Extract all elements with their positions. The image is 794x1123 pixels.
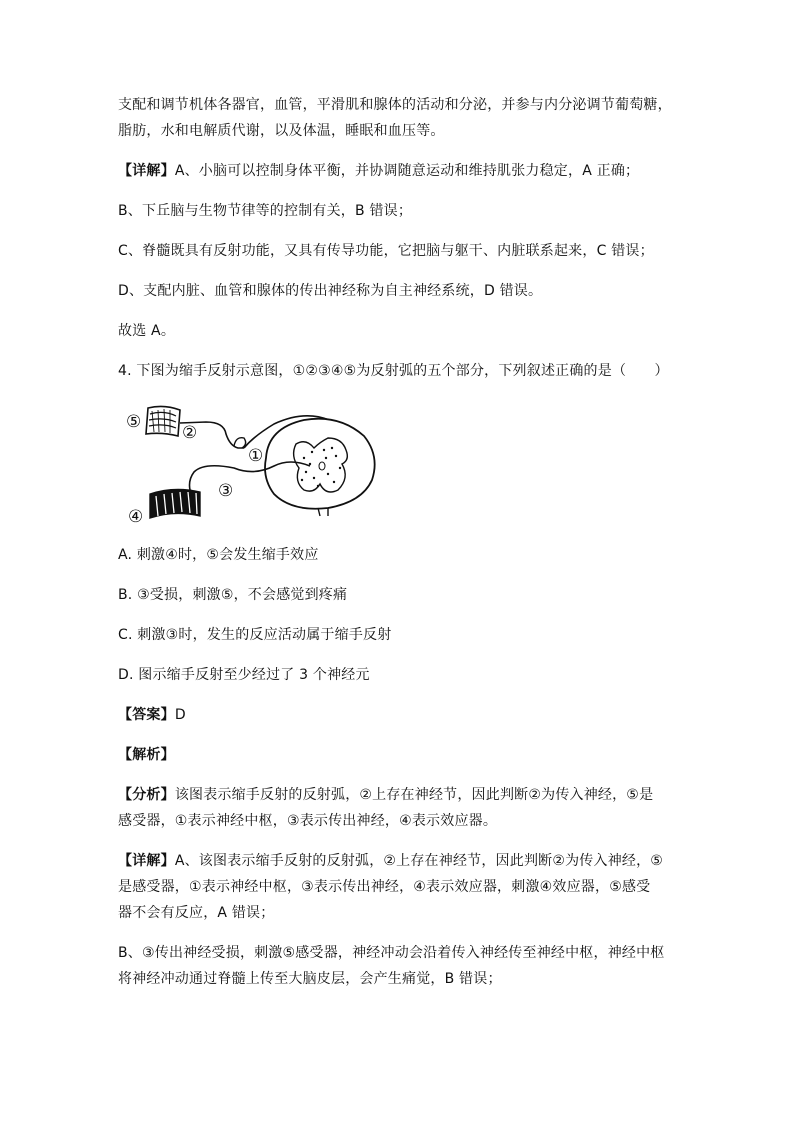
- q4-analysis: [118, 782, 678, 834]
- text-line: [118, 848, 678, 874]
- label-center: ①: [248, 446, 264, 466]
- q3-detail-d: D、支配内脏、血管和腺体的传出神经称为自主神经系统，D 错误。: [118, 283, 543, 299]
- label-receptor: ⑤: [126, 412, 142, 432]
- intro-paragraph: [118, 92, 678, 144]
- q4-stem: 4. 下图为缩手反射示意图，①②③④⑤为反射弧的五个部分，下列叙述正确的是（ ）: [118, 363, 669, 379]
- effector-muscle: [150, 489, 200, 518]
- label-afferent: ②: [182, 423, 198, 443]
- answer-value: D: [174, 707, 186, 723]
- reflex-arc-diagram: [114, 398, 384, 530]
- q4-option-c: C. 刺激③时，发生的反应活动属于缩手反射: [118, 627, 392, 643]
- q3-detail-a: [118, 158, 678, 184]
- q3-detail-b: B、下丘脑与生物节律等的控制有关，B 错误；: [118, 203, 413, 219]
- spinal-cord-section: [265, 419, 375, 516]
- text-line: 支配和调节机体各器官，血管，平滑肌和腺体的活动和分泌，并参与内分泌调节葡萄糖，: [118, 97, 672, 113]
- analysis-text: 该图表示缩手反射的反射弧，②上存在神经节，因此判断②为传入神经，⑤是: [174, 787, 654, 803]
- analysis-label: 【分析】: [118, 787, 175, 803]
- receptor-skin: [146, 406, 180, 436]
- document-page: [118, 92, 678, 1006]
- q4-option-d: D. 图示缩手反射至少经过了 3 个神经元: [118, 667, 370, 683]
- detail-label: 【详解】: [118, 853, 175, 869]
- q4-option-a: A. 刺激④时，⑤会发生缩手效应: [118, 547, 319, 563]
- label-effector: ④: [128, 507, 144, 527]
- q3-detail-c: C、脊髓既具有反射功能，又具有传导功能，它把脑与躯干、内脏联系起来，C 错误；: [118, 243, 654, 259]
- text-line: 脂肪，水和电解质代谢，以及体温，睡眠和血压等。: [118, 123, 445, 139]
- q4-detail-b: [118, 940, 678, 992]
- detail-text: A、小脑可以控制身体平衡，并协调随意运动和维持肌张力稳定，A 正确；: [174, 163, 640, 179]
- q4-detail-a: [118, 848, 678, 926]
- detail-text: A、该图表示缩手反射的反射弧，②上存在神经节，因此判断②为传入神经，⑤: [174, 853, 664, 869]
- text-line: [118, 782, 678, 808]
- reflex-arc-figure: [114, 398, 384, 530]
- text-line: 将神经冲动通过脊髓上传至大脑皮层，会产生痛觉，B 错误；: [118, 971, 502, 987]
- label-efferent: ③: [218, 481, 234, 501]
- text-line: 感受器，①表示神经中枢，③表示传出神经，④表示效应器。: [118, 813, 498, 829]
- q4-option-b: B. ③受损，刺激⑤，不会感觉到疼痛: [118, 587, 348, 603]
- q4-answer: [118, 702, 678, 728]
- q3-conclusion: 故选 A。: [118, 323, 176, 339]
- q4-analysis-title: 【解析】: [118, 747, 175, 763]
- text-line: 器不会有反应，A 错误；: [118, 905, 275, 921]
- answer-label: 【答案】: [118, 707, 175, 723]
- text-line: 是感受器，①表示神经中枢，③表示传出神经，④表示效应器，刺激④效应器，⑤感受: [118, 879, 651, 895]
- text-line: B、③传出神经受损，刺激⑤感受器，神经冲动会沿着传入神经传至神经中枢，神经中枢: [118, 945, 665, 961]
- detail-label: 【详解】: [118, 163, 175, 179]
